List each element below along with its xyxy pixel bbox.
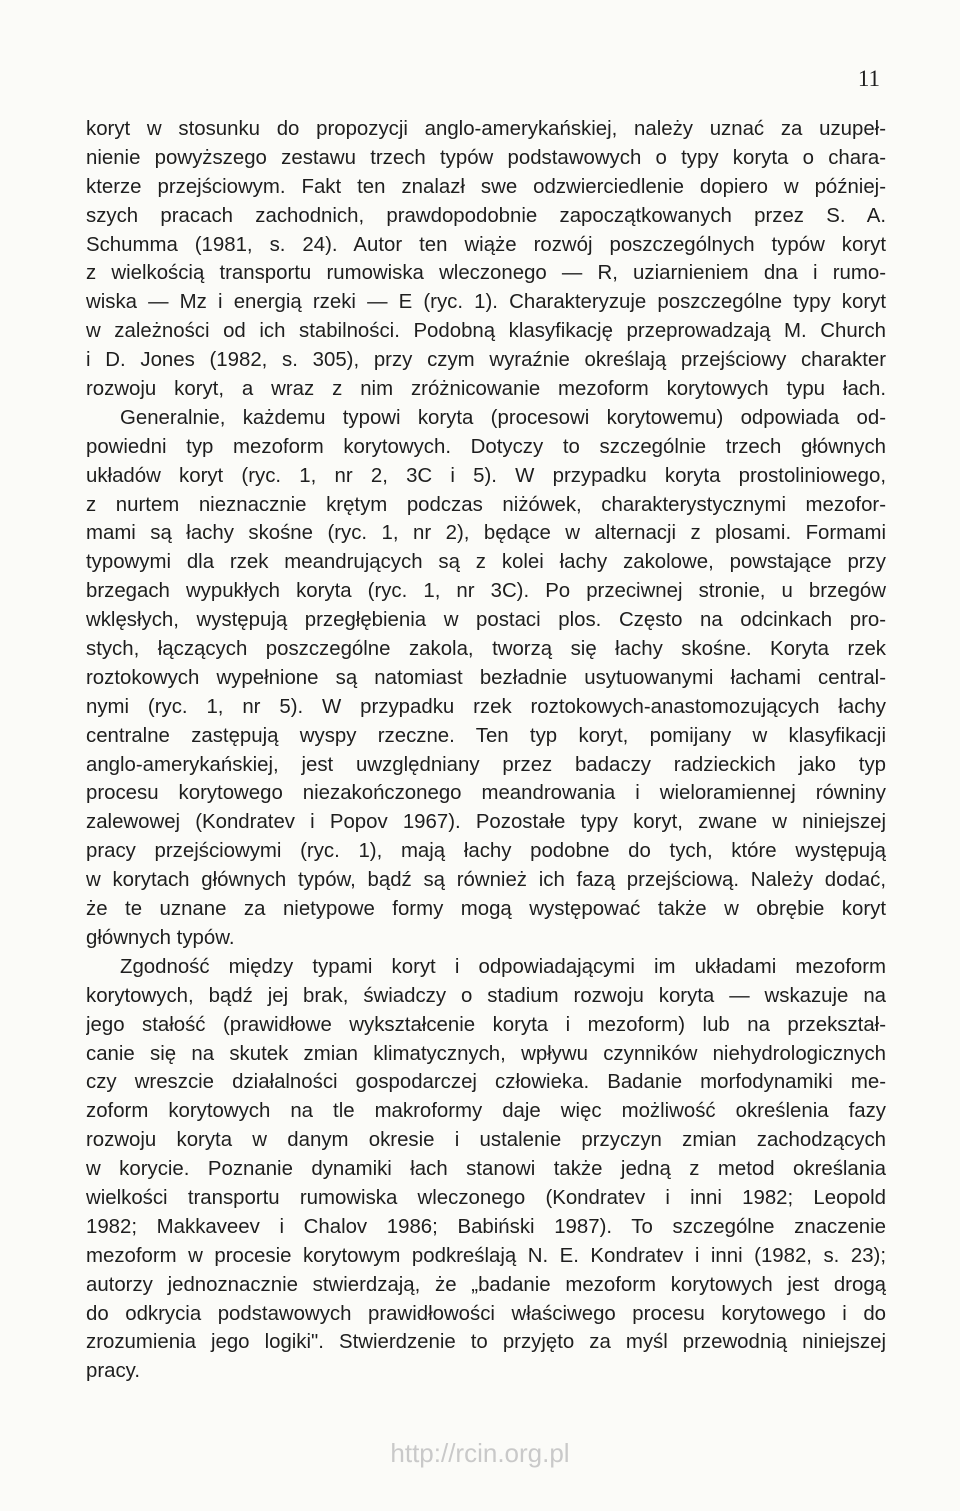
text-line: w korytach głównych typów, bądź są również ich fazą przejściową. Należy dodać,	[86, 869, 886, 892]
text-line: i D. Jones (1982, s. 305), przy czym wyraźnie określają przejściowy charakter	[86, 349, 886, 372]
text-line: wiska — Mz i energią rzeki — E (ryc. 1). Charakteryzuje poszczególne typy koryt	[86, 291, 886, 314]
text-line: układów koryt (ryc. 1, nr 2, 3C i 5). W przypadku koryta prostoliniowego,	[86, 464, 886, 487]
text-line: w korycie. Poznanie dynamiki łach stanowi także jedną z metod określania	[86, 1158, 886, 1181]
text-line: pracy.	[86, 1360, 141, 1383]
text-line: wielkości transportu rumowiska wleczonego (Kondratev i inni 1982; Leopold	[86, 1186, 886, 1209]
text-line: centralne zastępują wyspy rzeczne. Ten typ koryt, pomijany w klasyfikacji	[86, 724, 886, 747]
text-line: mami są łachy skośne (ryc. 1, nr 2), będące w alternacji z plosami. Formami	[86, 522, 886, 545]
text-line: nienie powyższego zestawu trzech typów podstawowych o typy koryta o chara-	[86, 146, 886, 169]
text-line: autorzy jednoznacznie stwierdzają, że „badanie mezoform korytowych jest drogą	[86, 1273, 886, 1296]
text-line: kterze przejściowym. Fakt ten znalazł swe odzwierciedlenie dopiero w później-	[86, 175, 886, 198]
text-line: korytowych, bądź jej brak, świadczy o stadium rozwoju koryta — wskazuje na	[86, 984, 886, 1007]
text-line: Generalnie, każdemu typowi koryta (procesowi korytowemu) odpowiada od-	[120, 406, 886, 429]
text-line: mezoform w procesie korytowym podkreślają N. E. Kondratev i inni (1982, s. 23);	[86, 1244, 886, 1267]
text-line: brzegach wypukłych koryta (ryc. 1, nr 3C). Po przeciwnej stronie, u brzegów	[86, 580, 886, 603]
text-line: pracy przejściowymi (ryc. 1), mają łachy podobne do tych, które występują	[86, 840, 886, 863]
text-line: koryt w stosunku do propozycji anglo-amerykańskiej, należy uznać za uzupeł-	[86, 118, 886, 140]
text-line: z wielkością transportu rumowiska wleczonego — R, uziarnieniem dna i rumo-	[86, 262, 886, 285]
text-line: rozwoju koryta w danym okresie i ustalenie przyczyn zmian zachodzących	[86, 1129, 886, 1152]
watermark: http://rcin.org.pl	[390, 1438, 570, 1468]
text-line: szych pracach zachodnich, prawdopodobnie zapoczątkowanych przez S. A.	[86, 204, 886, 227]
text-line: rozwoju koryt, a wraz z nim zróżnicowanie mezoform korytowych typu łach.	[86, 378, 886, 401]
text-line: nymi (ryc. 1, nr 5). W przypadku rzek roztokowych-anastomozujących łachy	[86, 695, 886, 718]
text-line: 1982; Makkaveev i Chalov 1986; Babiński 1987). To szczególne znaczenie	[86, 1215, 886, 1238]
text-line: Schumma (1981, s. 24). Autor ten wiąże rozwój poszczególnych typów koryt	[86, 233, 886, 256]
text-line: zrozumienia jego logiki". Stwierdzenie to przyjęto za myśl przewodnią niniejszej	[86, 1331, 886, 1354]
body-text	[86, 115, 886, 1386]
text-line: w zależności od ich stabilności. Podobną klasyfikację przeprowadzają M. Church	[86, 320, 886, 343]
text-line: procesu korytowego niezakończonego meandrowania i wieloramiennej równiny	[86, 782, 886, 805]
text-line: Zgodność między typami koryt i odpowiadającymi im układami mezoform	[120, 955, 886, 978]
text-line: zalewowej (Kondratev i Popov 1967). Pozostałe typy koryt, zwane w niniejszej	[86, 811, 886, 834]
text-line: z nurtem nieznacznie krętym podczas niżówek, charakterystycznymi mezofor-	[86, 493, 886, 516]
text-line: anglo-amerykańskiej, jest uwzględniany przez badaczy radzieckich jako typ	[86, 753, 886, 776]
text-line: wklęsłych, występują przegłębienia w postaci plos. Często na odcinkach pro-	[86, 609, 886, 632]
text-line: typowymi dla rzek meandrujących są z kolei łachy zakolowe, powstające przy	[86, 551, 886, 574]
text-line: czy wreszcie działalności gospodarczej człowieka. Badanie morfodynamiki me-	[86, 1071, 886, 1094]
text-line: że te uznane za nietypowe formy mogą występować także w obrębie koryt	[86, 898, 886, 921]
text-line: głównych typów.	[86, 926, 235, 949]
page-number: 11	[857, 66, 880, 91]
text-line: do odkrycia podstawowych prawidłowości właściwego procesu korytowego i do	[86, 1302, 886, 1325]
text-line: canie się na skutek zmian klimatycznych, wpływu czynników niehydrologicznych	[86, 1042, 886, 1065]
text-line: zoform korytowych na tle makroformy daje więc możliwość określenia fazy	[86, 1100, 886, 1123]
text-line: stych, łączących poszczególne zakola, tworzą się łachy skośne. Koryta rzek	[86, 638, 886, 661]
text-line: jego stałość (prawidłowe wykształcenie koryta i mezoform) lub na przekształ-	[86, 1013, 886, 1036]
text-line: roztokowych wypełnione są natomiast bezładnie usytuowanymi łachami central-	[86, 666, 886, 689]
text-line: powiedni typ mezoform korytowych. Dotyczy to szczególnie trzech głównych	[86, 435, 886, 458]
